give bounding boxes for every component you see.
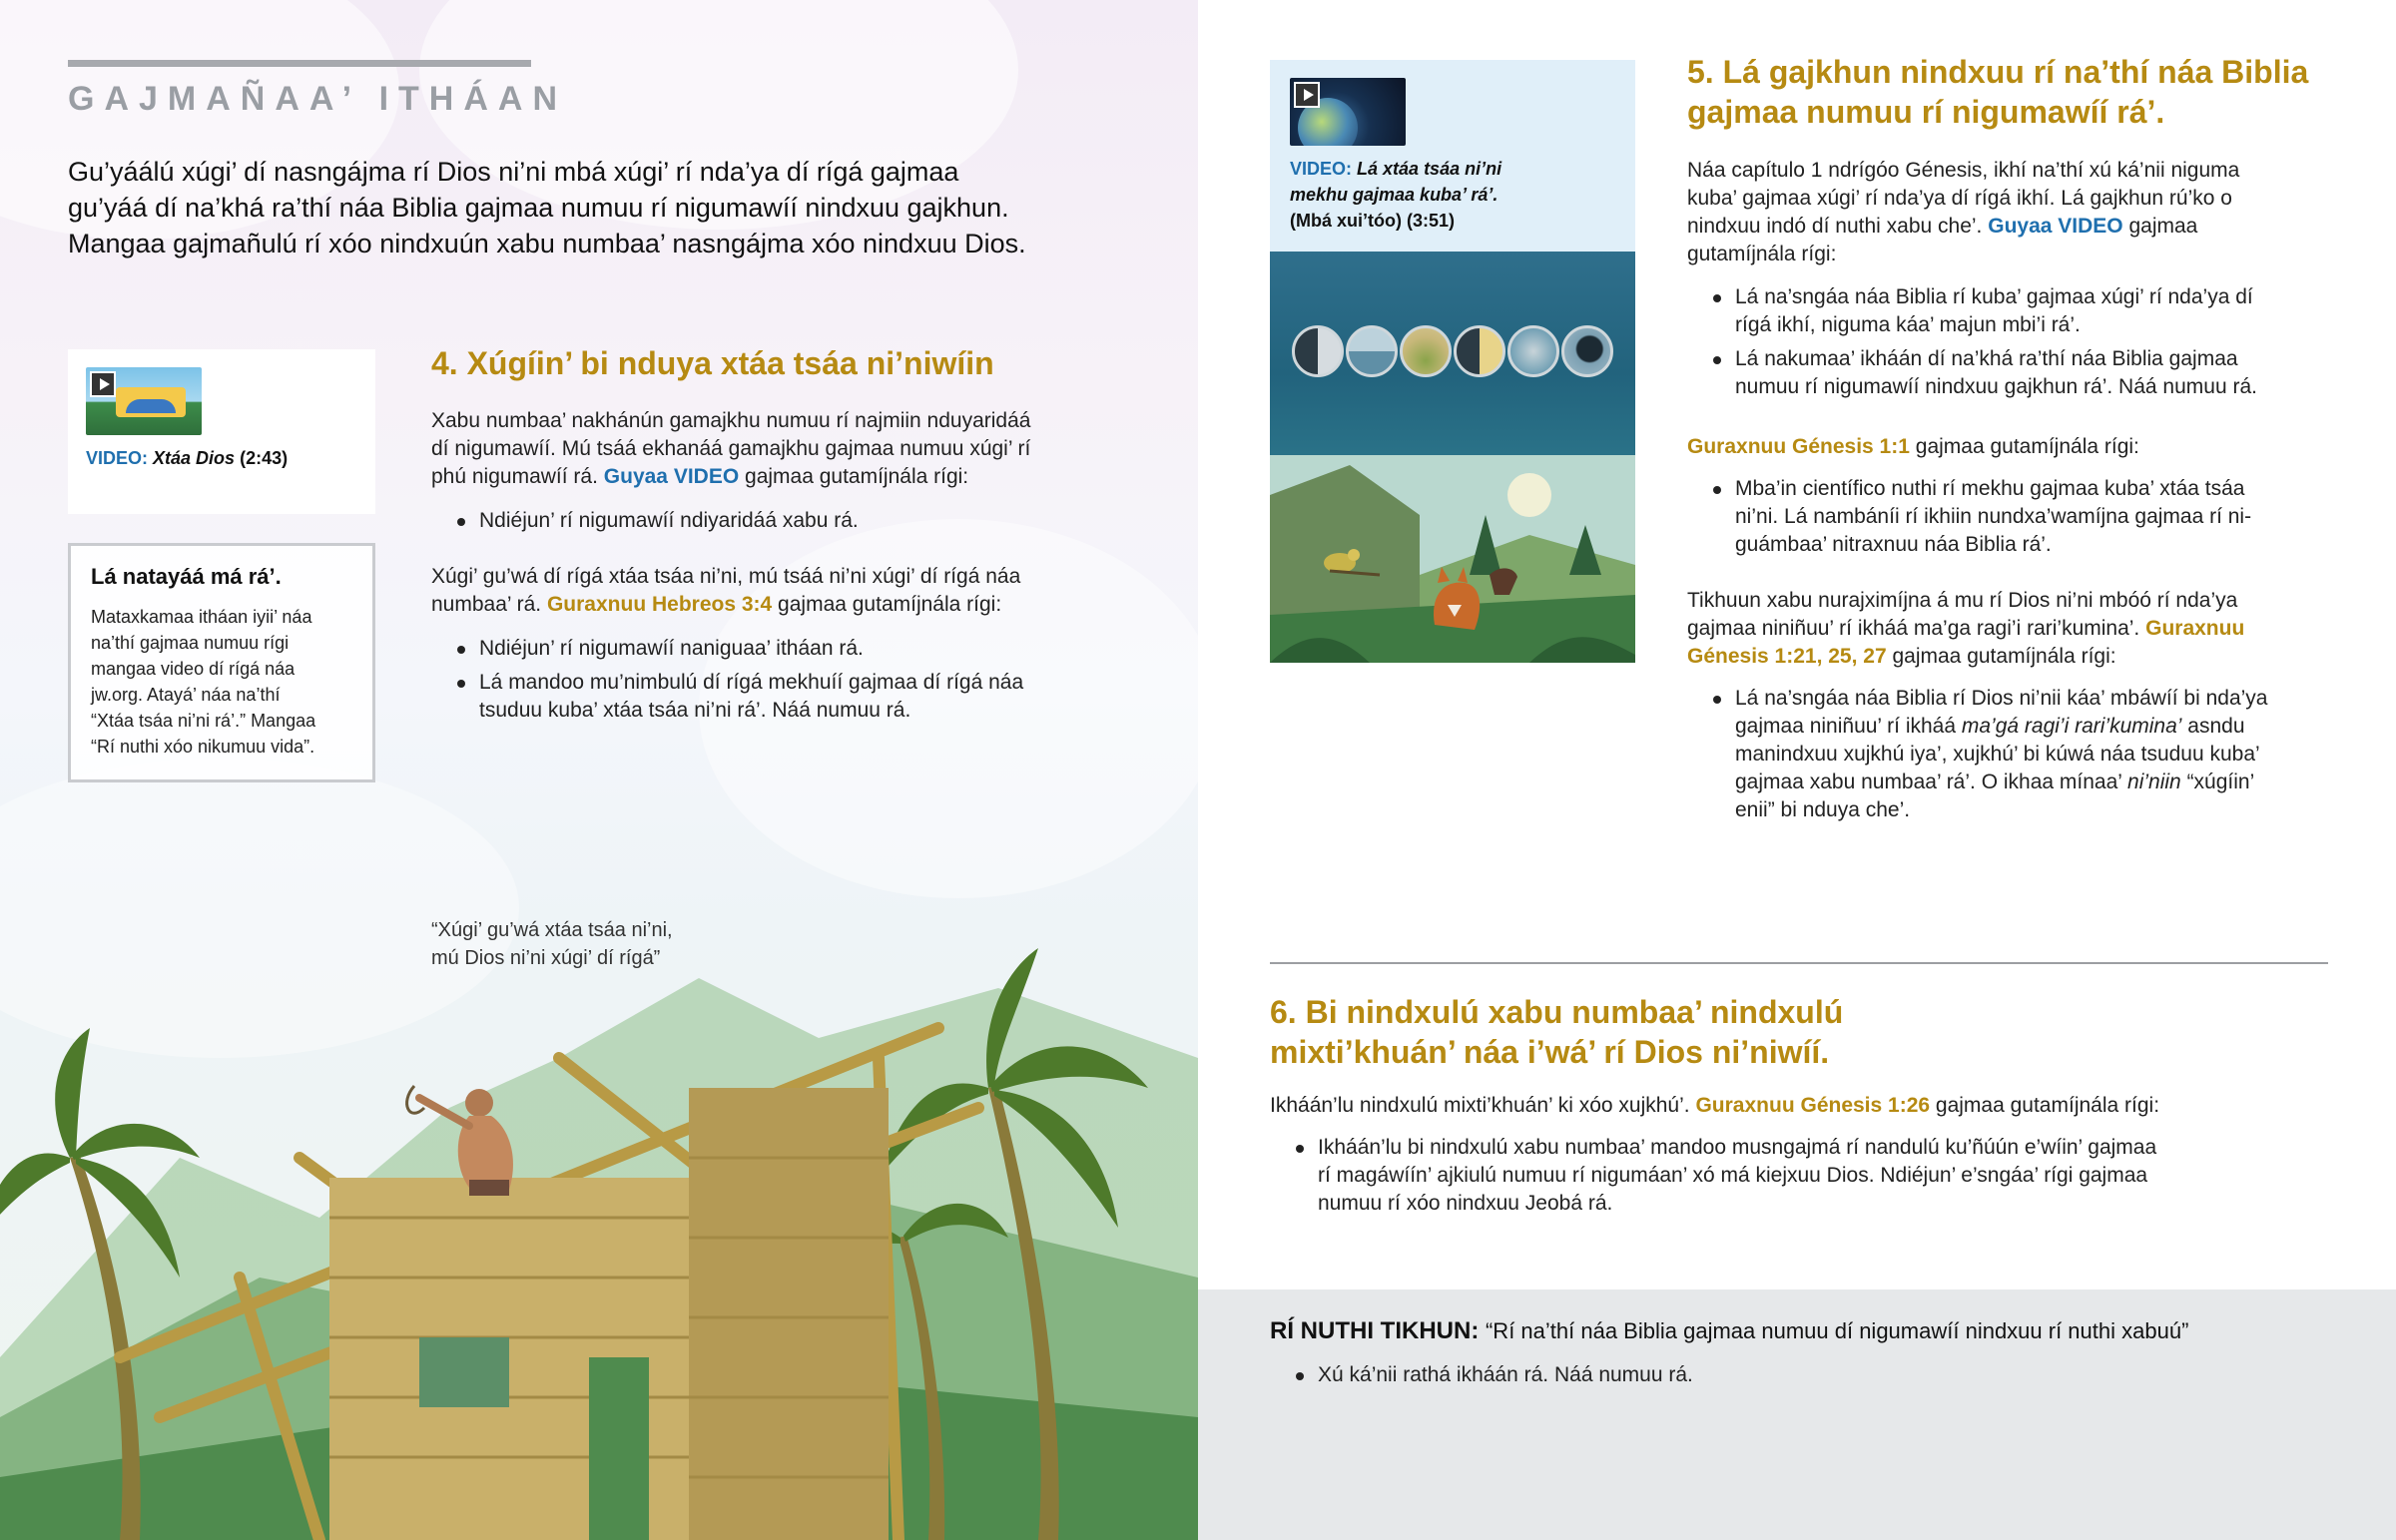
day-icon-light [1292, 325, 1344, 377]
para-line: gajmaa [2128, 215, 2198, 238]
bullet-item: Ndiéjun’ rí nigumawíí ndiyaridáá xabu rá. [455, 507, 1170, 535]
bamboo-hut-illustration [0, 858, 1198, 1540]
footer-statement [1270, 1315, 2188, 1347]
box-text [91, 604, 360, 760]
intro-line: Mangaa gajmañulú rí xóo nindxuún xabu numbaa’ nasngájma xóo nindxuu Dios. [68, 229, 1026, 258]
intro-text [68, 154, 1106, 261]
box-title: Lá natayáá má rá’. [91, 564, 282, 589]
bullet-item [1711, 345, 2370, 401]
para-line: gajmaa gutamíjnála rígi: [778, 593, 1002, 616]
title-line: 6. Bi nindxulú xabu numbaa’ nindxulú [1270, 994, 1844, 1030]
bullet-line: rígá ikhí, niguma káa’ majun mbi’i rá’. [1735, 313, 2081, 336]
section-divider [1270, 962, 2328, 964]
play-icon[interactable] [1294, 82, 1320, 108]
section-5-bullets-2 [1711, 475, 2370, 565]
day-icon-sky [1346, 325, 1398, 377]
para-line: Tikhuun xabu nurajximíjna á mu rí Dios ni’ni mbóó rí nda’ya [1687, 589, 2238, 612]
bullet-line: gajmaa xabu numbaa’ rá’. O ikhaa mínaa’ [1735, 770, 2122, 793]
bullet-line: Ikháán’lu bi nindxulú xabu numbaa’ mandoo musngajmá rí nandulú ku’ñúún e’wíin’ gajmaa [1318, 1136, 2157, 1159]
video-thumbnail[interactable] [1290, 78, 1406, 146]
bullet-item [1294, 1134, 2352, 1218]
video-duration: (2:43) [240, 448, 289, 468]
para-line: dí nigumawíí. Mú tsáá ekhanáá gamajkhu gajmaa numuu xúgi’ rí [431, 437, 1031, 460]
video-title: Lá xtáa tsáa ni’ni [1357, 159, 1502, 179]
day-icon-human [1561, 325, 1613, 377]
bullet-line: ni’ni. Lá nambáníi rí ikhiin nundxa’wamíjna gajmaa rí ni- [1735, 505, 2252, 528]
section-5-title [1687, 52, 2366, 132]
bullet-line: Lá na’sngáa náa Biblia rí kuba’ gajmaa xúgi’ rí nda’ya dí [1735, 285, 2253, 308]
right-page [1198, 0, 2396, 1540]
para-line: Ikháán’lu nindxulú mixti’khuán’ ki xóo xujkhú’. [1270, 1094, 1690, 1117]
bullet-line: “xúgíin’ [2186, 770, 2255, 793]
section-4-title: 4. Xúgíin’ bi nduya xtáa tsáa ni’niwíin [431, 345, 994, 381]
section-6-bullets [1294, 1134, 2352, 1224]
bullet-item [455, 669, 1170, 725]
bullet-line: asndu [2187, 715, 2245, 738]
some-people-say-box [1198, 1289, 2396, 1540]
video-tag: VIDEO: [1290, 159, 1353, 179]
para-line: gutamíjnála rígi: [1687, 243, 1837, 265]
watch-video-link[interactable]: Guyaa VIDEO [603, 465, 740, 488]
scripture-link[interactable]: Guraxnuu Génesis 1:1 [1687, 435, 1910, 458]
scripture-link[interactable]: Guraxnuu [2145, 617, 2245, 640]
bullet-item [1711, 475, 2370, 559]
caption-line: mú Dios ni’ni xúgi’ dí rígá” [431, 947, 661, 969]
section-5-bullets-3 [1711, 685, 2370, 830]
video-title: Xtáa Dios [153, 448, 236, 468]
video-thumbnail[interactable] [86, 367, 202, 435]
day-icon-sun-moon [1454, 325, 1505, 377]
section-4-bullets-1 [455, 507, 1170, 541]
bullet-line: numuu rí nigumawíí nindxuu gajkhun rá’. Náá numuu rá. [1735, 375, 2257, 398]
bullet-line: Mba’in científico nuthi rí mekhu gajmaa kuba’ xtáa tsáa [1735, 477, 2245, 500]
box-line: mangaa video dí rígá náa [91, 659, 296, 679]
bullet-line: rí magáwíín’ ajkiulú numuu rí nigumáan’ xó má kiejxuu Dios. Ndiéjun’ e’sngáa’ rígi gajmaa [1318, 1164, 2148, 1187]
para-line: numbaa’ rá. [431, 593, 542, 616]
bullet-line: gajmaa niniñuu’ rí ikháá [1735, 715, 1957, 738]
box-line: “Xtáa tsáa ni’ni rá’.” Mangaa [91, 711, 316, 731]
italic-term: ma’gá ragi’i rari’kumina’ [1961, 715, 2182, 738]
video-label [1290, 156, 1619, 234]
bullet-line: manindxuu xujkhú iya’, xujkhú’ bi kúwá náa tsuduu kuba’ [1735, 743, 2260, 766]
section-5-para-1 [1687, 157, 2366, 268]
para-line: gajmaa niniñuu’ rí ikháá ma’ga ragi’i rari’kumina’. [1687, 617, 2140, 640]
footer-bullets [1294, 1361, 2292, 1395]
video-duration: (Mbá xui’tóo) (3:51) [1290, 211, 1455, 231]
title-line: 5. Lá gajkhun nindxuu rí na’thí náa Biblia [1687, 54, 2309, 90]
fox-landscape-illustration [1270, 455, 1635, 663]
thumbnail-hills [126, 399, 176, 413]
bullet-line: numuu rí xóo nindxuu Jeobá rá. [1318, 1192, 1613, 1215]
footer-quote: “Rí na’thí náa Biblia gajmaa numuu dí nigumawíí nindxuu rí nuthi xabuú” [1485, 1318, 2189, 1343]
intro-line: Gu’yáálú xúgi’ dí nasngájma rí Dios ni’ni mbá xúgi’ rí nda’ya dí rígá gajmaa [68, 157, 959, 187]
header-rule [68, 60, 531, 67]
section-4-para-2 [431, 563, 1170, 619]
box-line: jw.org. Atayá’ náa na’thí [91, 685, 281, 705]
italic-term: ni’niin [2127, 770, 2181, 793]
video-card-creation[interactable] [1270, 60, 1635, 252]
box-line: “Rí nuthi xóo nikumuu vida”. [91, 737, 315, 757]
video-tag: VIDEO: [86, 448, 149, 468]
bullet-item: Xú ká’nii rathá ikháán rá. Náá numuu rá. [1294, 1361, 2292, 1389]
bullet-line: tsuduu kuba’ xtáa tsáa ni’ni rá’. Náá numuu rá. [479, 699, 911, 722]
video-title: mekhu gajmaa kuba’ rá’. [1290, 185, 1498, 205]
bullet-line: guámbaa’ nitraxnuu náa Biblia rá’. [1735, 533, 2052, 556]
title-line: gajmaa numuu rí nigumawíí rá’. [1687, 94, 2165, 130]
scripture-link[interactable]: Guraxnuu Génesis 1:26 [1695, 1094, 1931, 1117]
section-5-bullets-1 [1711, 283, 2370, 407]
bullet-line: Lá nakumaa’ ikháán dí na’khá ra’thí náa Biblia gajmaa [1735, 347, 2238, 370]
caption-line: “Xúgi’ gu’wá xtáa tsáa ni’ni, [431, 919, 673, 941]
title-line: mixti’khuán’ náa i’wá’ rí Dios ni’niwíí. [1270, 1034, 1830, 1070]
section-4-bullets-2 [455, 635, 1170, 731]
bullet-item [1711, 283, 2370, 339]
section-title: GAJMAÑAA’ ITHÁAN [68, 80, 568, 118]
section-5-para-3 [1687, 587, 2366, 671]
bullet-item: Ndiéjun’ rí nigumawíí naniguaa’ itháan rá. [455, 635, 1170, 663]
box-line: na’thí gajmaa numuu rígi [91, 633, 290, 653]
video-label [86, 445, 365, 471]
section-4-para-1 [431, 407, 1170, 491]
day-icon-plants [1400, 325, 1452, 377]
day-icon-fish-birds [1507, 325, 1559, 377]
scripture-link[interactable]: Guraxnuu Hebreos 3:4 [546, 593, 773, 616]
video-card-xtaa-dios[interactable] [68, 349, 375, 514]
footer-label: RÍ NUTHI TIKHUN: [1270, 1317, 1480, 1344]
para-line: nindxuu indó dí nuthi xabu che’. [1687, 215, 1983, 238]
bullet-line: Lá na’sngáa náa Biblia rí Dios ni’nii káa’ mbáwíí bi nda’ya [1735, 687, 2268, 710]
section-5-ref-1 [1687, 433, 2366, 461]
para-line: gajmaa gutamíjnála rígi: [745, 465, 969, 488]
creation-days-panel [1270, 252, 1635, 455]
box-line: Mataxkamaa itháan iyii’ náa [91, 607, 312, 627]
bullet-item [1711, 685, 2370, 824]
para-line: Xúgi’ gu’wá dí rígá xtáa tsáa ni’ni, mú tsáá ni’ni xúgi’ dí rígá náa [431, 565, 1021, 588]
para-line: gajmaa gutamíjnála rígi: [1935, 1094, 2160, 1117]
para-line: gajmaa gutamíjnála rígi: [1892, 645, 2116, 668]
intro-line: gu’yáá dí na’khá ra’thí náa Biblia gajmaa numuu rí nigumawíí nindxuu gajkhun. [68, 193, 1009, 223]
scripture-link[interactable]: Génesis 1:21, 25, 27 [1687, 645, 1887, 668]
bullet-line: enii” bi nduya che’. [1735, 798, 1911, 821]
bullet-line: Lá mandoo mu’nimbulú dí rígá mekhuíí gajmaa dí rígá náa [479, 671, 1024, 694]
para-line: Xabu numbaa’ nakhánún gamajkhu numuu rí najmiin nduyaridáá [431, 409, 1031, 432]
para-line: gajmaa gutamíjnála rígi: [1915, 435, 2139, 458]
section-6-title [1270, 992, 2268, 1072]
section-6-para [1270, 1092, 2348, 1120]
para-line: kuba’ gajmaa xúgi’ rí nda’ya dí rígá ikhí. Lá gajkhun rú’ko o [1687, 187, 2232, 210]
watch-video-link[interactable]: Guyaa VIDEO [1988, 215, 2123, 238]
more-info-box [68, 543, 375, 782]
play-icon[interactable] [90, 371, 116, 397]
para-line: Náa capítulo 1 ndrígóo Génesis, ikhí na’thí xú ká’nii niguma [1687, 159, 2240, 182]
para-line: phú nigumawíí rá. [431, 465, 598, 488]
